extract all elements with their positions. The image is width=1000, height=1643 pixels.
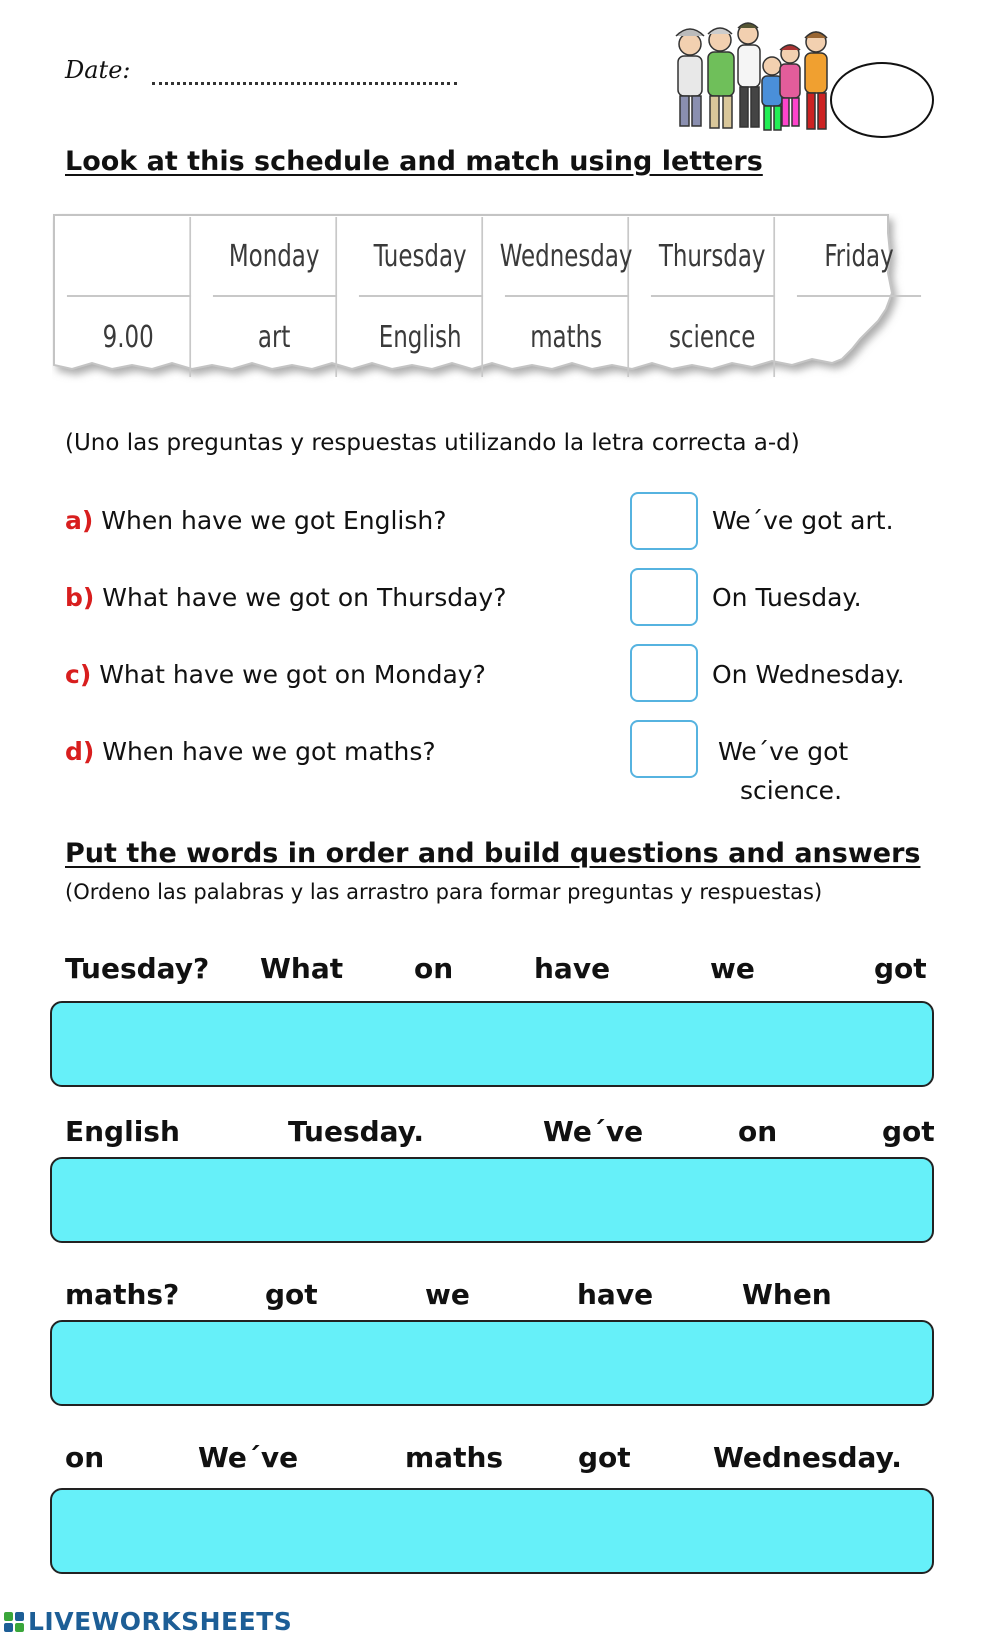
word-tile[interactable]: Wednesday. <box>713 1441 902 1474</box>
schedule-subject-thursday: science <box>651 297 775 377</box>
answer-1: We´ve got art. <box>712 506 894 535</box>
word-tile[interactable]: We´ve <box>543 1115 644 1148</box>
word-tile[interactable]: on <box>65 1441 105 1474</box>
answer-drop-area-1[interactable] <box>50 1001 934 1087</box>
word-tile[interactable]: English <box>65 1115 180 1148</box>
question-letter: c) <box>65 660 92 689</box>
question-text: What have we got on Monday? <box>99 660 486 689</box>
word-tile[interactable]: We´ve <box>198 1441 299 1474</box>
schedule-time: 9.00 <box>67 297 191 377</box>
answer-box-4[interactable] <box>630 720 698 778</box>
word-tile[interactable]: have <box>534 952 611 985</box>
answer-box-3[interactable] <box>630 644 698 702</box>
logo-icon <box>4 1612 24 1632</box>
answer-box-2[interactable] <box>630 568 698 626</box>
answer-4-line1: We´ve got <box>718 737 849 766</box>
word-tile[interactable]: Tuesday. <box>288 1115 425 1148</box>
schedule-subject-wednesday: maths <box>505 297 629 377</box>
schedule-subject-tuesday: English <box>359 297 483 377</box>
brand-name: LIVEWORKSHEETS <box>28 1607 293 1636</box>
word-tile[interactable]: got <box>874 952 927 985</box>
word-tile[interactable]: got <box>578 1441 631 1474</box>
word-tile[interactable]: got <box>265 1278 318 1311</box>
section1-heading: Look at this schedule and match using letters <box>65 146 763 177</box>
schedule-table <box>52 213 932 383</box>
question-text: When have we got English? <box>101 506 447 535</box>
answer-drop-area-4[interactable] <box>50 1488 934 1574</box>
word-tile[interactable]: we <box>425 1278 470 1311</box>
word-tile[interactable]: maths <box>405 1441 504 1474</box>
schedule-day-monday: Monday <box>213 217 337 297</box>
schedule-subject-friday <box>797 297 921 377</box>
schedule-day-wednesday: Wednesday <box>505 217 629 297</box>
matching-instruction: (Uno las preguntas y respuestas utilizando la letra correcta a-d) <box>65 430 800 456</box>
answer-drop-area-3[interactable] <box>50 1320 934 1406</box>
question-d <box>65 737 436 766</box>
question-letter: a) <box>65 506 94 535</box>
word-tile[interactable]: What <box>260 952 344 985</box>
answer-4-line2: science. <box>740 776 843 805</box>
question-text: What have we got on Thursday? <box>102 583 507 612</box>
schedule-subject-monday: art <box>213 297 337 377</box>
word-tile[interactable]: When <box>742 1278 832 1311</box>
word-tile[interactable]: have <box>577 1278 654 1311</box>
date-field[interactable] <box>152 66 457 85</box>
word-tile[interactable]: Tuesday? <box>65 952 210 985</box>
word-tile[interactable]: on <box>414 952 454 985</box>
question-a <box>65 506 447 535</box>
schedule-day-tuesday: Tuesday <box>359 217 483 297</box>
word-tile[interactable]: maths? <box>65 1278 180 1311</box>
answer-3: On Wednesday. <box>712 660 905 689</box>
schedule-day-friday: Friday <box>797 217 921 297</box>
word-tile[interactable]: got <box>882 1115 935 1148</box>
schedule-grid <box>56 217 932 377</box>
liveworksheets-logo <box>4 1607 292 1636</box>
schedule-corner <box>67 217 191 297</box>
question-c <box>65 660 486 689</box>
word-tile[interactable]: on <box>738 1115 778 1148</box>
question-letter: b) <box>65 583 95 612</box>
score-oval <box>830 62 934 138</box>
answer-2: On Tuesday. <box>712 583 862 612</box>
section2-subtitle: (Ordeno las palabras y las arrastro para formar preguntas y respuestas) <box>65 880 823 904</box>
answer-drop-area-2[interactable] <box>50 1157 934 1243</box>
question-text: When have we got maths? <box>102 737 436 766</box>
date-label: Date: <box>65 56 131 84</box>
question-letter: d) <box>65 737 95 766</box>
word-tile[interactable]: we <box>710 952 755 985</box>
family-illustration <box>668 14 836 144</box>
schedule-day-thursday: Thursday <box>651 217 775 297</box>
question-b <box>65 583 507 612</box>
answer-box-1[interactable] <box>630 492 698 550</box>
section2-heading: Put the words in order and build questions and answers <box>65 838 921 869</box>
